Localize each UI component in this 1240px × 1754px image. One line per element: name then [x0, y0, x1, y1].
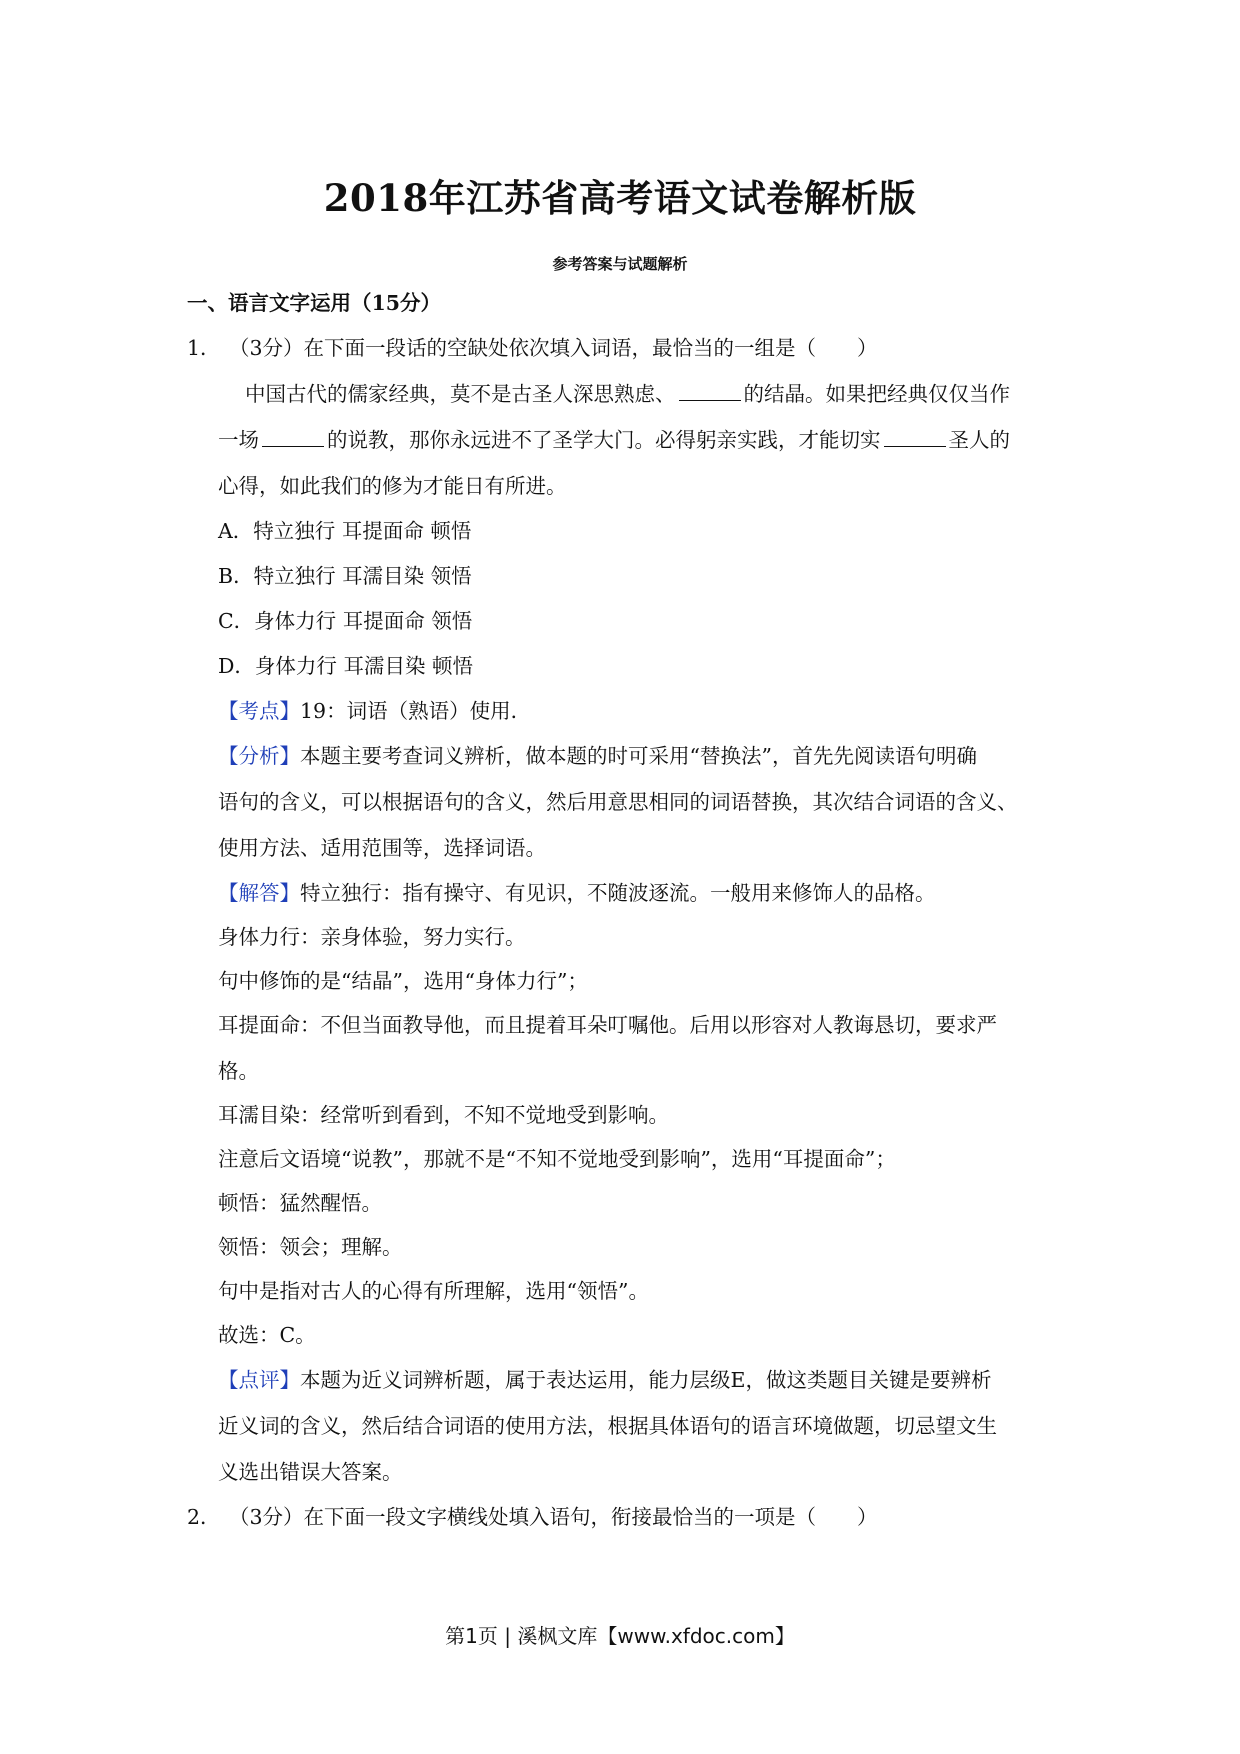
kaodian-text: 19：词语（熟语）使用． [300, 699, 532, 723]
passage-text: 一场 [218, 428, 259, 452]
jieda-line-2: 身体力行：亲身体验，努力实行。 [218, 925, 526, 949]
fenxi-tag: 【分析】 [218, 744, 300, 768]
question-2-stem [187, 1504, 878, 1530]
option-d: D．身体力行 耳濡目染 顿悟 [218, 654, 473, 678]
fenxi-text: 本题主要考查词义辨析，做本题的时可采用“替换法”，首先先阅读语句明确 [300, 744, 977, 768]
question-number: 2． [187, 1505, 221, 1529]
jieda-line-4: 耳提面命：不但当面教导他，而且提着耳朵叮嘱他。后用以形容对人教诲恳切，要求严 [218, 1013, 997, 1037]
question-1-stem [187, 335, 878, 361]
page-footer: 第1页 | 溪枫文库【www.xfdoc.com】 [445, 1624, 795, 1648]
dianping-line-1 [218, 1367, 991, 1393]
question-number: 1． [187, 336, 221, 360]
fill-blank [679, 380, 741, 401]
fill-blank [262, 426, 324, 447]
page-title: 2018年江苏省高考语文试卷解析版 [323, 176, 917, 220]
passage-text: 中国古代的儒家经典，莫不是古圣人深思熟虑、 [245, 382, 676, 406]
jieda-line-1 [218, 880, 936, 906]
passage-text: 的说教，那你永远进不了圣学大门。必得躬亲实践，才能切实 [327, 428, 881, 452]
dianping-line-3: 义选出错误大答案。 [218, 1460, 403, 1484]
passage-line-1 [245, 380, 1010, 407]
option-c: C．身体力行 耳提面命 领悟 [218, 609, 473, 633]
jieda-line-11: 故选：C。 [218, 1323, 316, 1347]
question-text: （3分）在下面一段话的空缺处依次填入词语，最恰当的一组是（ ） [229, 336, 878, 360]
option-b: B．特立独行 耳濡目染 领悟 [218, 564, 472, 588]
jieda-line-10: 句中是指对古人的心得有所理解，选用“领悟”。 [218, 1279, 649, 1303]
dianping-line-2: 近义词的含义，然后结合词语的使用方法，根据具体语句的语言环境做题，切忌望文生 [218, 1414, 997, 1438]
passage-text: 圣人的 [948, 428, 1010, 452]
option-a: A．特立独行 耳提面命 顿悟 [218, 519, 472, 543]
page-subtitle: 参考答案与试题解析 [552, 255, 688, 273]
kaodian-tag: 【考点】 [218, 699, 300, 723]
passage-line-3: 心得，如此我们的修为才能日有所进。 [218, 474, 567, 498]
kaodian-line [218, 698, 531, 724]
jieda-line-9: 领悟：领会；理解。 [218, 1235, 403, 1259]
fenxi-line-2: 语句的含义，可以根据语句的含义，然后用意思相同的词语替换，其次结合词语的含义、 [218, 790, 1018, 814]
passage-line-2 [218, 426, 1010, 453]
fenxi-line-1 [218, 743, 977, 769]
section-heading: 一、语言文字运用（15分） [187, 291, 442, 315]
jieda-line-3: 句中修饰的是“结晶”，选用“身体力行”； [218, 969, 588, 993]
jieda-line-5: 格。 [218, 1059, 259, 1083]
question-text: （3分）在下面一段文字横线处填入语句，衔接最恰当的一项是（ ） [229, 1505, 878, 1529]
jieda-line-7: 注意后文语境“说教”，那就不是“不知不觉地受到影响”，选用“耳提面命”； [218, 1147, 896, 1171]
jieda-text: 特立独行：指有操守、有见识，不随波逐流。一般用来修饰人的品格。 [300, 881, 936, 905]
jieda-line-6: 耳濡目染：经常听到看到，不知不觉地受到影响。 [218, 1103, 669, 1127]
dianping-text: 本题为近义词辨析题，属于表达运用，能力层级E，做这类题目关键是要辨析 [300, 1368, 992, 1392]
dianping-tag: 【点评】 [218, 1368, 300, 1392]
passage-text: 的结晶。如果把经典仅仅当作 [743, 382, 1010, 406]
fill-blank [884, 426, 946, 447]
jieda-line-8: 顿悟：猛然醒悟。 [218, 1191, 382, 1215]
fenxi-line-3: 使用方法、适用范围等，选择词语。 [218, 836, 546, 860]
jieda-tag: 【解答】 [218, 881, 300, 905]
